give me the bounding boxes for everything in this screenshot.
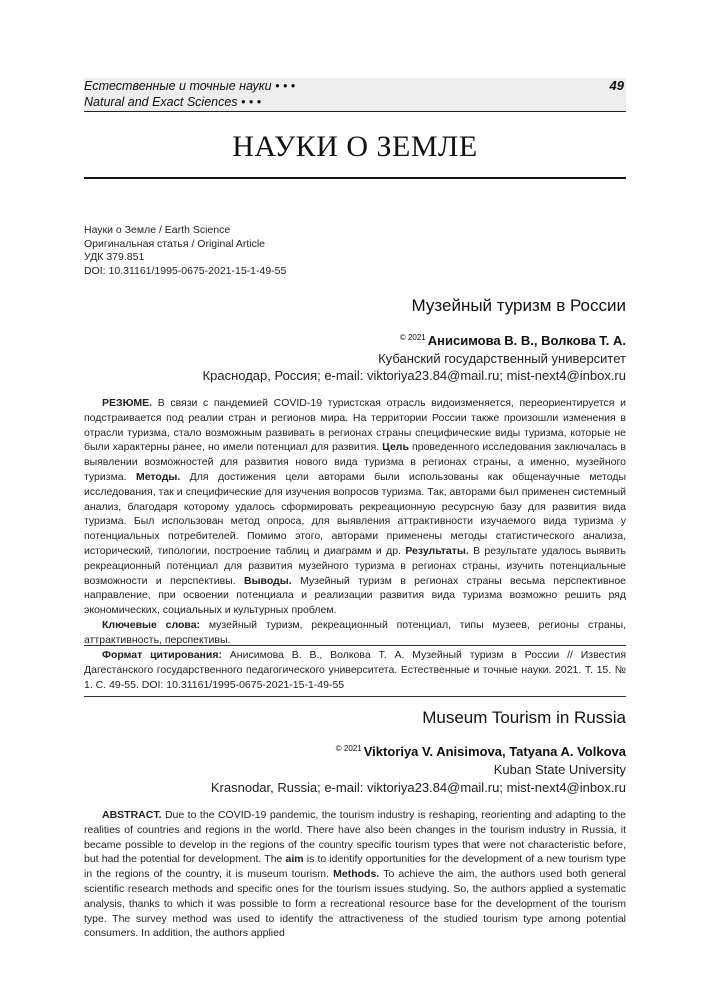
- university-en: Kuban State University: [493, 762, 626, 777]
- abstract-text-en-3: To achieve the aim, the authors used both general scientific research methods and specific ones for the tourism issues studying. So, the authors applied a systematic analysis, thanks to which it was possible to form a recreational resource base for the development of the tourism type. The survey method was used to identify the attractiveness of the studied tourism type among potential consumers. In addition, the authors applied: [84, 868, 626, 940]
- address-en: Krasnodar, Russia; e-mail: viktoriya23.84@mail.ru; mist-next4@inbox.ru: [210, 780, 626, 795]
- university-ru: Кубанский государственный университет: [378, 351, 626, 366]
- article-title-en: Museum Tourism in Russia: [422, 708, 626, 727]
- udk-code: УДК 379.851: [84, 251, 145, 263]
- article-metadata: [84, 224, 286, 278]
- methods-label-en: Methods.: [333, 868, 380, 881]
- author-names-en: Viktoriya V. Anisimova, Tatyana A. Volkova: [363, 744, 626, 759]
- abstract-label-ru: РЕЗЮМЕ.: [102, 397, 153, 409]
- citation-top-rule: [84, 645, 626, 646]
- abstract-text-ru-5: Музейный туризм в регионах страны весьма перспективное направление, при освоении потенциала и реализации развития вида туризма возможно решить ряд экономических, социальных и культурных проблем.: [84, 574, 627, 617]
- keywords-ru: музейный туризм, рекреационный потенциал, типы музеев, регионы страны, аттрактивность, перспективы.: [84, 618, 626, 646]
- aim-label-ru: Цель: [382, 441, 409, 454]
- keywords-label-ru: Ключевые слова:: [102, 618, 201, 631]
- page-number: 49: [609, 78, 624, 93]
- authors-en: [336, 744, 626, 759]
- methods-label-ru: Методы.: [135, 470, 181, 483]
- abstract-text-en-2: is to identify opportunities for the development of a new tourism type in the regions of the country, it is museum tourism.: [84, 853, 626, 881]
- abstract-text-ru-4: В результате удалось выявить рекреационный потенциал для развития музейного туризма в регионах страны, изучить потенциальные возможности и перспективы.: [84, 544, 627, 587]
- running-header: [84, 78, 626, 112]
- copyright-ru: © 2021: [399, 333, 426, 342]
- journal-title-en: Natural and Exact Sciences • • •: [84, 95, 262, 109]
- abstract-text-en-1: Due to the COVID-19 pandemic, the tourism industry is reshaping, reorienting and adapting to the realities of countries and regions in the world. There have also been changes in the tourism industry in Russia, it became possible to develop in the regions of the country specific tourism types that were not characteristic before, but had the potential for development. The: [84, 809, 626, 866]
- abstract-text-ru-1: В связи с пандемией COVID-19 туристская отрасль видоизменяется, переориентируется и подстраивается под реалии стран и регионов мира. На территории России также произошли изменения в отрасли туризма, стало возможным развивать в регионах страны специфические виды туризма, которые не были характерны ранее, но имели потенциал для развития.: [84, 397, 626, 454]
- section-title: НАУКИ О ЗЕМЛЕ: [232, 130, 478, 163]
- doi: DOI: 10.31161/1995-0675-2021-15-1-49-55: [84, 264, 287, 277]
- section-divider: [84, 177, 626, 179]
- results-label-ru: Результаты.: [405, 544, 469, 557]
- abstract-en: [84, 808, 626, 941]
- author-names-ru: Анисимова В. В., Волкова Т. А.: [427, 333, 626, 348]
- address-ru: Краснодар, Россия; e-mail: viktoriya23.84@mail.ru; mist-next4@inbox.ru: [202, 368, 626, 383]
- citation-label: Формат цитирования:: [102, 649, 222, 661]
- aim-label-en: aim: [285, 853, 304, 866]
- abstract-text-ru-2: проведенного исследования заключалась в выявлении возможностей для развития нового вида туризма в регионах страны, а именно, музейного туризма.: [84, 441, 626, 483]
- article-title-ru: Музейный туризм в России: [411, 296, 626, 315]
- conclusions-label-ru: Выводы.: [243, 574, 292, 587]
- article-type: Оригинальная статья / Original Article: [84, 237, 266, 250]
- journal-title-ru: Естественные и точные науки • • •: [84, 79, 296, 93]
- citation-block: [84, 648, 626, 692]
- authors-ru: [400, 333, 626, 348]
- subject-field: Науки о Земле / Earth Science: [84, 224, 231, 236]
- abstract-ru: [84, 396, 626, 648]
- abstract-label-en: ABSTRACT.: [102, 809, 162, 821]
- citation-text: Анисимова В. В., Волкова Т. А. Музейный туризм в России // Известия Дагестанского государственного педагогического университета. Естественные и точные науки. 2021. Т. 15. № 1. С. 49-55. DOI: 10.31161/1995-0675-2021-15-1-49-55: [84, 649, 627, 691]
- abstract-text-ru-3: Для достижения цели авторами были использованы как общенаучные методы исследования, так и специфические для изучения вопросов туризма. Так, авторами был применен системный анализ, благодаря которому удалось сформировать рекреационную ресурсную базу для развития вида туризма. Был использован метод опроса, для выявления аттрактивности изучаемого вида туризма у потенциальных потребителей. Помимо этого, авторами применены методы статистического анализа, исторический, типологии, построение таблиц и диаграмм и др.: [84, 470, 627, 557]
- citation-bottom-rule: [84, 696, 626, 697]
- copyright-en: © 2021: [335, 744, 362, 753]
